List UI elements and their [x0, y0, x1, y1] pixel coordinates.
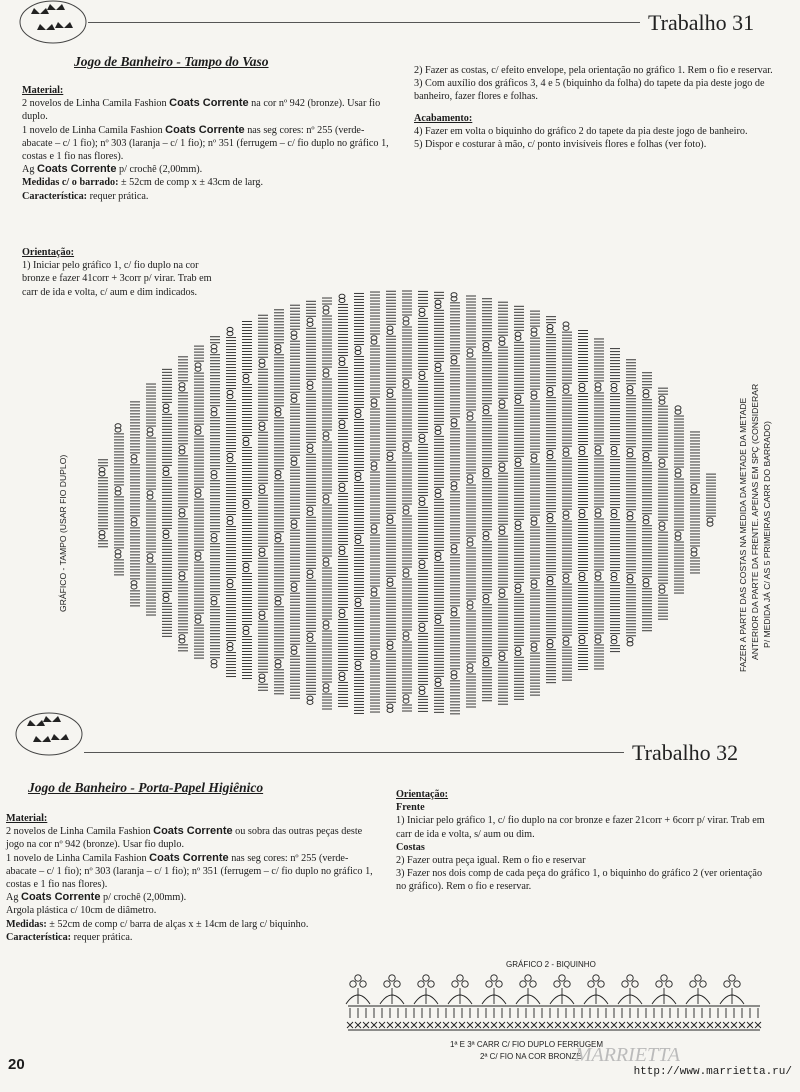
- work31-title: Jogo de Banheiro - Tampo do Vaso: [74, 54, 269, 69]
- header-rule: [84, 752, 624, 753]
- butterfly-logo-icon: [14, 712, 84, 758]
- crochet-chart-tampo: [60, 270, 740, 730]
- watermark-brand: MARRIETTA: [574, 1044, 680, 1066]
- chart1-right-label-1: FAZER A PARTE DAS COSTAS NA MEDIDA DA METADE DA METADE: [738, 397, 748, 672]
- chart2-caption-1: 1ª E 3ª CARR C/ FIO DUPLO FERRUGEM: [450, 1040, 604, 1049]
- work32-orientacao: Orientação: Frente 1) Iniciar pelo gráfico 1, c/ fio duplo na cor bronze e fazer 21corr + 6corr p/ virar. Trab em carr de ida e volta, s/ aum ou dim. Costas 2) Fazer outra peça igual. Rem o fio e reservar 3) Fazer nos dois comp de cada peça do gráfico 1, o biquinho do gráfico 2 (ver orientação no gráfico). Rem o fio e reservar.: [396, 789, 765, 893]
- work31-orientacao: Orientação: 1) Iniciar pelo gráfico 1, c/ fio duplo na cor bronze e fazer 41corr + 3corr p/ virar. Trab em carr de ida e volta, c/ aum e dim indicados.: [22, 247, 212, 298]
- footer-url[interactable]: http://www.marrietta.ru/: [633, 1066, 792, 1078]
- work31-steps-right: 2) Fazer as costas, c/ efeito envelope, pela orientação no gráfico 1. Rem o fio e reservar. 3) Com auxílio dos gráficos 3, 4 e 5 (biquinho da folha) do tapete da pia deste jogo de banheiro, fazer flores e folhas. Acabamento: 4) Fazer em volta o biquinho do gráfico 2 do tapete da pia deste jogo de banheiro. 5) Dispor e costurar à mão, c/ ponto invisíveis flores e folhas (ver foto).: [414, 65, 773, 151]
- chart1-right-label-3: P/ MEDIDA JÁ C/ AS 5 PRIMEIRAS CARR DO BARRADO): [762, 421, 772, 648]
- chart2-title: GRÁFICO 2 - BIQUINHO: [506, 960, 596, 969]
- chart1-left-label: GRÁFICO - TAMPO (USAR FIO DUPLO): [58, 454, 68, 612]
- chart2-caption-2: 2ª C/ FIO NA COR BRONZE: [480, 1052, 582, 1061]
- header-rule: [88, 22, 640, 23]
- work32-material: Material: 2 novelos de Linha Camila Fashion Coats Corrente ou sobra das outras peças deste jogo na cor nº 942 (bronze). Usar fio duplo. 1 novelo de Linha Camila Fashion Coats Corrente nas seg cores: nº 255 (verde-abacate – c/ 1 fio); nº 303 (laranja – c/ 1 fio); nº 351 (ferrugem – c/ fio duplo no gráfico 1, costas e 1 fio nas flores). Ag Coats Corrente p/ crochê (2,00mm). Argola plástica c/ 10cm de diâmetro. Medidas: ± 52cm de comp c/ barra de alças x ± 14cm de larg c/ biquinho. Característica: requer prática.: [6, 813, 373, 943]
- chart1-right-label-2: ANTERIOR DA PARTE DA FRENTE. APENAS EM SPÇ (CONSIDERAR: [750, 383, 760, 660]
- work32-header: Trabalho 32: [632, 740, 739, 765]
- work31-header: Trabalho 31: [648, 10, 755, 35]
- work32-title: Jogo de Banheiro - Porta-Papel Higiênico: [28, 780, 264, 795]
- butterfly-logo-icon: [18, 0, 88, 46]
- page-number: 20: [8, 1056, 25, 1073]
- work31-material: Material: 2 novelos de Linha Camila Fashion Coats Corrente na cor nº 942 (bronze). Usar fio duplo. 1 novelo de Linha Camila Fashion Coats Corrente nas seg cores: nº 255 (verde-abacate – c/ 1 fio); nº 303 (laranja – c/ 1 fio); nº 351 (ferrugem – c/ fio duplo no gráfico 1, costas e 1 fio nas flores). Ag Coats Corrente p/ crochê (2,00mm). Medidas c/ o barrado: ± 52cm de comp x ± 43cm de larg. Característica: requer prática.: [22, 85, 389, 202]
- crochet-chart-biquinho: [344, 968, 764, 1038]
